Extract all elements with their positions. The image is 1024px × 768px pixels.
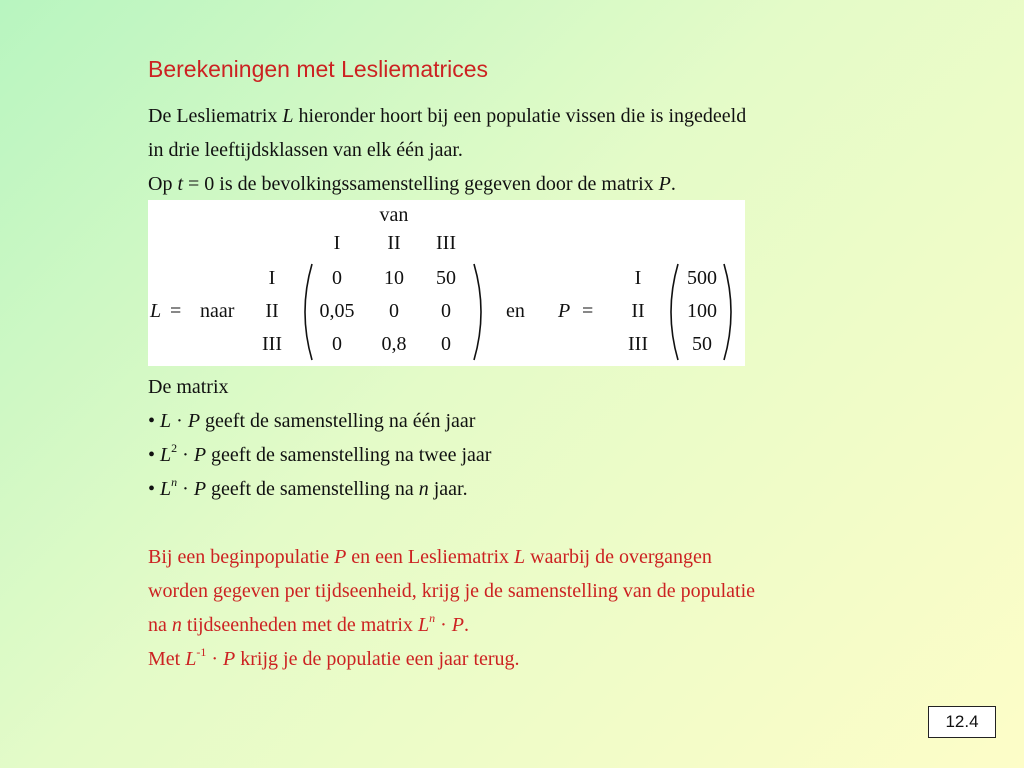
intro-text: [148, 99, 746, 201]
P-row-label-3: III: [628, 333, 648, 355]
P-cell: 50: [692, 333, 712, 355]
L-row-label-2: II: [265, 300, 279, 322]
list-heading: De matrix: [148, 376, 229, 398]
col-header-2: II: [387, 232, 401, 254]
conclusion-line-1: Bij een beginpopulatie P en een Lesliematrix L waarbij de overgangen: [148, 546, 712, 568]
L-right-paren: [470, 262, 490, 362]
P-row-label-2: II: [631, 300, 645, 322]
P-cell: 100: [687, 300, 717, 322]
L-symbol: L: [150, 300, 162, 322]
L-left-paren: [296, 262, 316, 362]
naar-label: naar: [200, 300, 235, 322]
L-row-label-3: III: [262, 333, 282, 355]
intro-line-2: in drie leeftijdsklassen van elk één jaar.: [148, 139, 463, 161]
slide-title: Berekeningen met Lesliematrices: [148, 56, 489, 82]
L-cell: 50: [436, 267, 456, 289]
leslie-matrix-figure: [148, 200, 745, 366]
P-equals: =: [582, 300, 594, 322]
L-cell: 0,05: [319, 300, 355, 322]
van-label: van: [379, 204, 409, 226]
P-row-label-1: I: [634, 267, 642, 289]
col-header-1: I: [333, 232, 341, 254]
P-symbol: P: [558, 300, 571, 322]
intro-line-1: De Lesliematrix L hieronder hoort bij een populatie vissen die is ingedeeld: [148, 105, 747, 127]
conclusion-line-4: Met $L^{-1} \cdot P$ krijg je de populatie een jaar terug.: [148, 645, 520, 670]
P-cell: 500: [687, 267, 717, 289]
L-equals: =: [170, 300, 182, 322]
list-item: • $L^2 \cdot P$ geeft de samenstelling na twee jaar: [148, 441, 492, 466]
en-label: en: [506, 300, 525, 322]
L-row-label-1: I: [268, 267, 276, 289]
P-left-paren: [662, 262, 682, 362]
L-cell: 10: [384, 267, 404, 289]
L-cell: 0: [332, 267, 342, 289]
intro-line-3: Op t = 0 is de bevolkingssamenstelling gegeven door de matrix P.: [148, 173, 676, 195]
page-number: 12.4: [928, 706, 996, 738]
L-cell: 0: [441, 333, 451, 355]
list-item: • $L^n \cdot P$ geeft de samenstelling na n jaar.: [148, 475, 468, 500]
conclusion-line-2: worden gegeven per tijdseenheid, krijg je de samenstelling van de populatie: [148, 580, 756, 602]
conclusion-text: [148, 540, 755, 676]
col-header-3: III: [436, 232, 456, 254]
L-cell: 0: [332, 333, 342, 355]
L-cell: 0,8: [381, 333, 407, 355]
L-cell: 0: [389, 300, 399, 322]
P-right-paren: [720, 262, 740, 362]
L-cell: 0: [441, 300, 451, 322]
list-item: • L · P geeft de samenstelling na één jaar: [148, 410, 476, 432]
conclusion-line-3: na n tijdseenheden met de matrix $L^n \cdot P$.: [148, 611, 469, 636]
matrix-list: [148, 370, 491, 506]
